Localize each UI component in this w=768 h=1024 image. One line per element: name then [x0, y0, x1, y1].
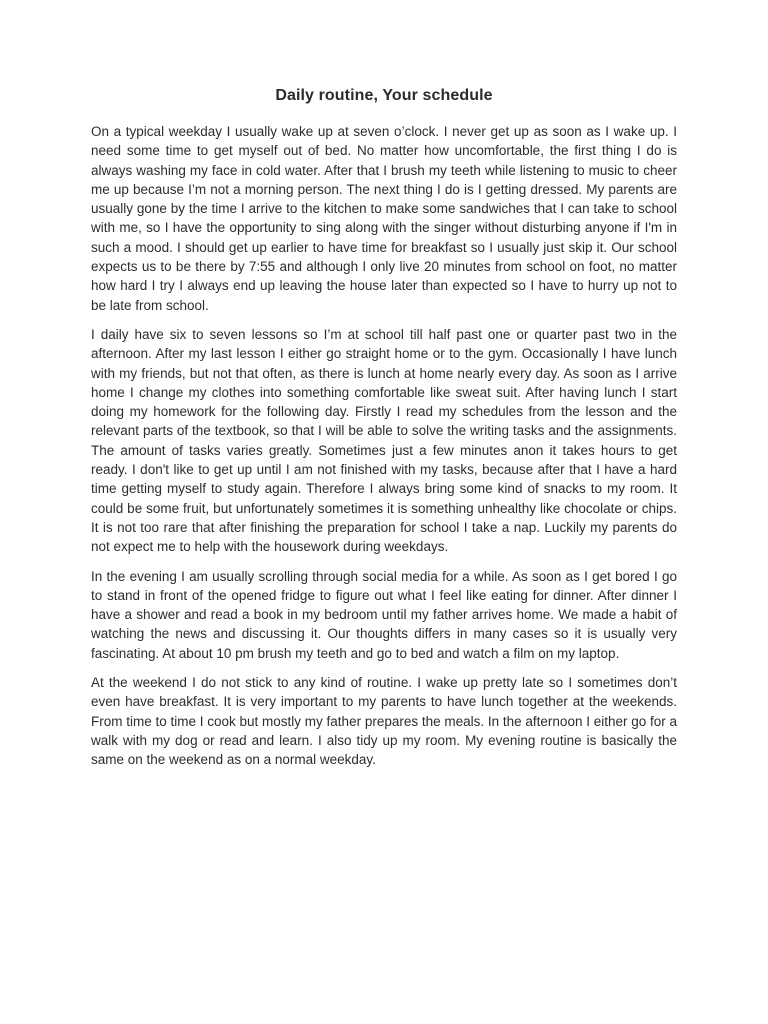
paragraph-evening: In the evening I am usually scrolling through social media for a while. As soon as I get bored I go to stand in front of the opened fridge to figure out what I feel like eating for dinner. After dinner I have a shower and read a book in my bedroom until my father arrives home. We made a habit of watching the news and discussing it. Our thoughts differs in many cases so it is usually very fascinating. At about 10 pm brush my teeth and go to bed and watch a film on my laptop.	[91, 568, 677, 661]
paragraph-weekend: At the weekend I do not stick to any kind of routine. I wake up pretty late so I sometimes don’t even have breakfast. It is very important to my parents to have lunch together at the weekends. From time to time I cook but mostly my father prepares the meals. In the afternoon I either go for a walk with my dog or read and learn. I also tidy up my room. My evening routine is basically the same on the weekend as on a normal weekday.	[91, 675, 678, 768]
paragraph-school-afternoon: I daily have six to seven lessons so I’m at school till half past one or quarter past two in the afternoon. After my last lesson I either go straight home or to the gym. Occasionally I have lunch with my friends, but not that often, as there is lunch at home nearly every day. As soon as I arrive home I change my clothes into something comfortable like sweat suit. After having lunch I start doing my homework for the following day. Firstly I read my schedules from the lesson and the relevant parts of the textbook, so that I will be able to solve the writing tasks and the assignments. The amount of tasks varies greatly. Sometimes just a few minutes anon it takes hours to get ready. I don't like to get up until I am not finished with my tasks, because after that I have a hard time getting myself to study again. Therefore I always bring some kind of snacks to my room. It could be some fruit, but unfortunately sometimes it is something unhealthy like chocolate or chips. It is not too rare that after finishing the preparation for school I take a nap. Luckily my parents do not expect me to help with the housework during weekdays.	[91, 326, 677, 555]
document-title: Daily routine, Your schedule	[275, 87, 493, 104]
document-body	[91, 122, 677, 770]
paragraph-weekday-morning: On a typical weekday I usually wake up at seven o’clock. I never get up as soon as I wake up. I need some time to get myself out of bed. No matter how uncomfortable, the first thing I do is always washing my face in cold water. After that I brush my teeth while listening to music to cheer me up because I’m not a morning person. The next thing I do is I getting dressed. My parents are usually gone by the time I arrive to the kitchen to make some sandwiches that I can take to school with me, so I have the opportunity to sing along with the singer without disturbing anyone if I'm in such a mood. I should get up earlier to have time for breakfast so I usually just skip it. Our school expects us to be there by 7:55 and although I only live 20 minutes from school on foot, no matter how hard I try I always end up leaving the house later than expected so I have to hurry up not to be late from school.	[91, 124, 677, 313]
